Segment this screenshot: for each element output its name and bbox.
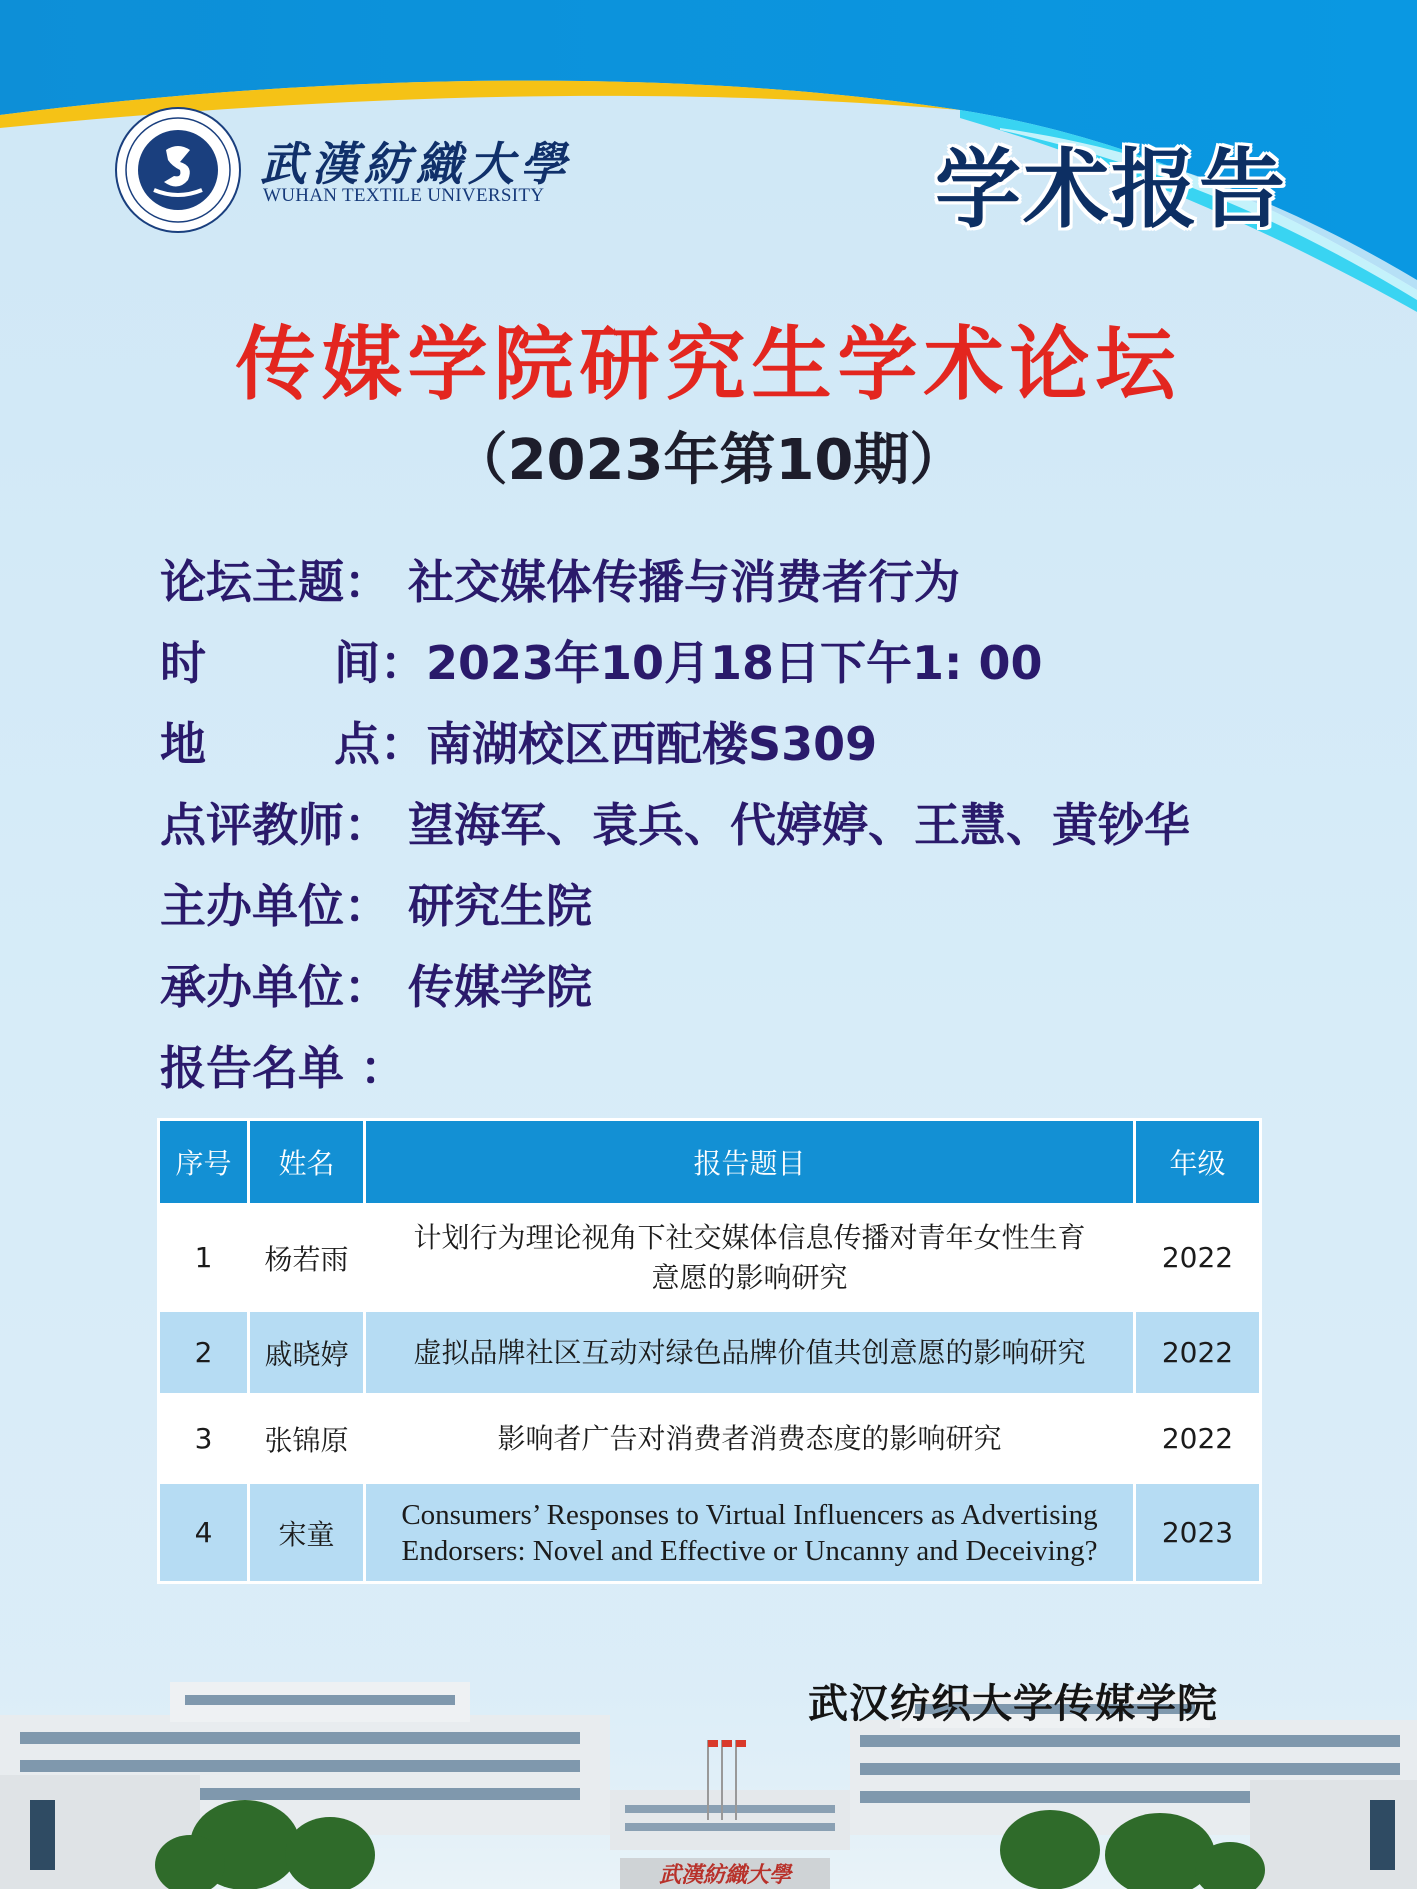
info-value: 南湖校区西配楼S309 [426,716,878,771]
campus-illustration [0,1620,1417,1889]
cell-name: 张锦原 [249,1395,365,1483]
university-name-cn: 武漢紡織大學 [260,137,572,191]
header-grade: 年级 [1135,1120,1261,1205]
cell-grade: 2022 [1135,1395,1261,1483]
info-label: 时 间 [160,635,380,690]
academic-report-badge: 学术报告 [935,140,1287,240]
cell-no: 3 [159,1395,249,1483]
university-emblem-icon [114,106,242,234]
cell-title: 影响者广告对消费者消费态度的影响研究 [365,1395,1135,1483]
info-row-host [160,862,1320,943]
cell-grade: 2022 [1135,1311,1261,1395]
info-row-organizer [160,943,1320,1024]
report-table [157,1118,1262,1584]
info-label: 地 点 [160,716,380,771]
table-row [159,1395,1261,1483]
info-row-reviewers [160,781,1320,862]
info-label: 论坛主题： [160,554,390,609]
info-value: 望海军、袁兵、代婷婷、王慧、黄钞华 [408,797,1190,852]
cell-no: 2 [159,1311,249,1395]
forum-info [160,538,1320,1105]
cell-name: 戚晓婷 [249,1311,365,1395]
cell-title: 计划行为理论视角下社交媒体信息传播对青年女性生育 意愿的影响研究 [365,1205,1135,1311]
organizer-footer: 武汉纺织大学传媒学院 [808,1681,1218,1727]
info-row-time: 时 间 ： 2023年10月18日下午1: 00 [160,619,1320,700]
cell-no: 1 [159,1205,249,1311]
forum-issue: （2023年第10期） [451,428,966,493]
info-value: 研究生院 [408,878,592,933]
gate-sign: 武漢紡織大學 [658,1862,792,1888]
cell-name: 杨若雨 [249,1205,365,1311]
info-row-report-list [160,1024,1320,1105]
header-name: 姓名 [249,1120,365,1205]
header-no: 序号 [159,1120,249,1205]
info-label: 报告名单 ： [160,1040,407,1095]
info-value: 传媒学院 [408,959,592,1014]
cell-no: 4 [159,1483,249,1583]
info-row-location: 地 点 ： 南湖校区西配楼S309 [160,700,1320,781]
info-value: 社交媒体传播与消费者行为 [408,554,960,609]
header-title: 报告题目 [365,1120,1135,1205]
table-row [159,1483,1261,1583]
info-label: 点评教师： [160,797,390,852]
cell-grade: 2022 [1135,1205,1261,1311]
info-row-theme [160,538,1320,619]
info-label: 承办单位： [160,959,390,1014]
cell-grade: 2023 [1135,1483,1261,1583]
cell-title: Consumers’ Responses to Virtual Influencers as Advertising Endorsers: Novel and Effective or Uncanny and Deceiving? [365,1483,1135,1583]
forum-title: 传媒学院研究生学术论坛 [235,318,1182,411]
table-row [159,1205,1261,1311]
cell-title: 虚拟品牌社区互动对绿色品牌价值共创意愿的影响研究 [365,1311,1135,1395]
table-header-row [159,1120,1261,1205]
cell-name: 宋童 [249,1483,365,1583]
info-label: 主办单位： [160,878,390,933]
info-value: 2023年10月18日下午1: 00 [426,635,1043,690]
university-name-en: WUHAN TEXTILE UNIVERSITY [263,185,545,206]
table-row [159,1311,1261,1395]
